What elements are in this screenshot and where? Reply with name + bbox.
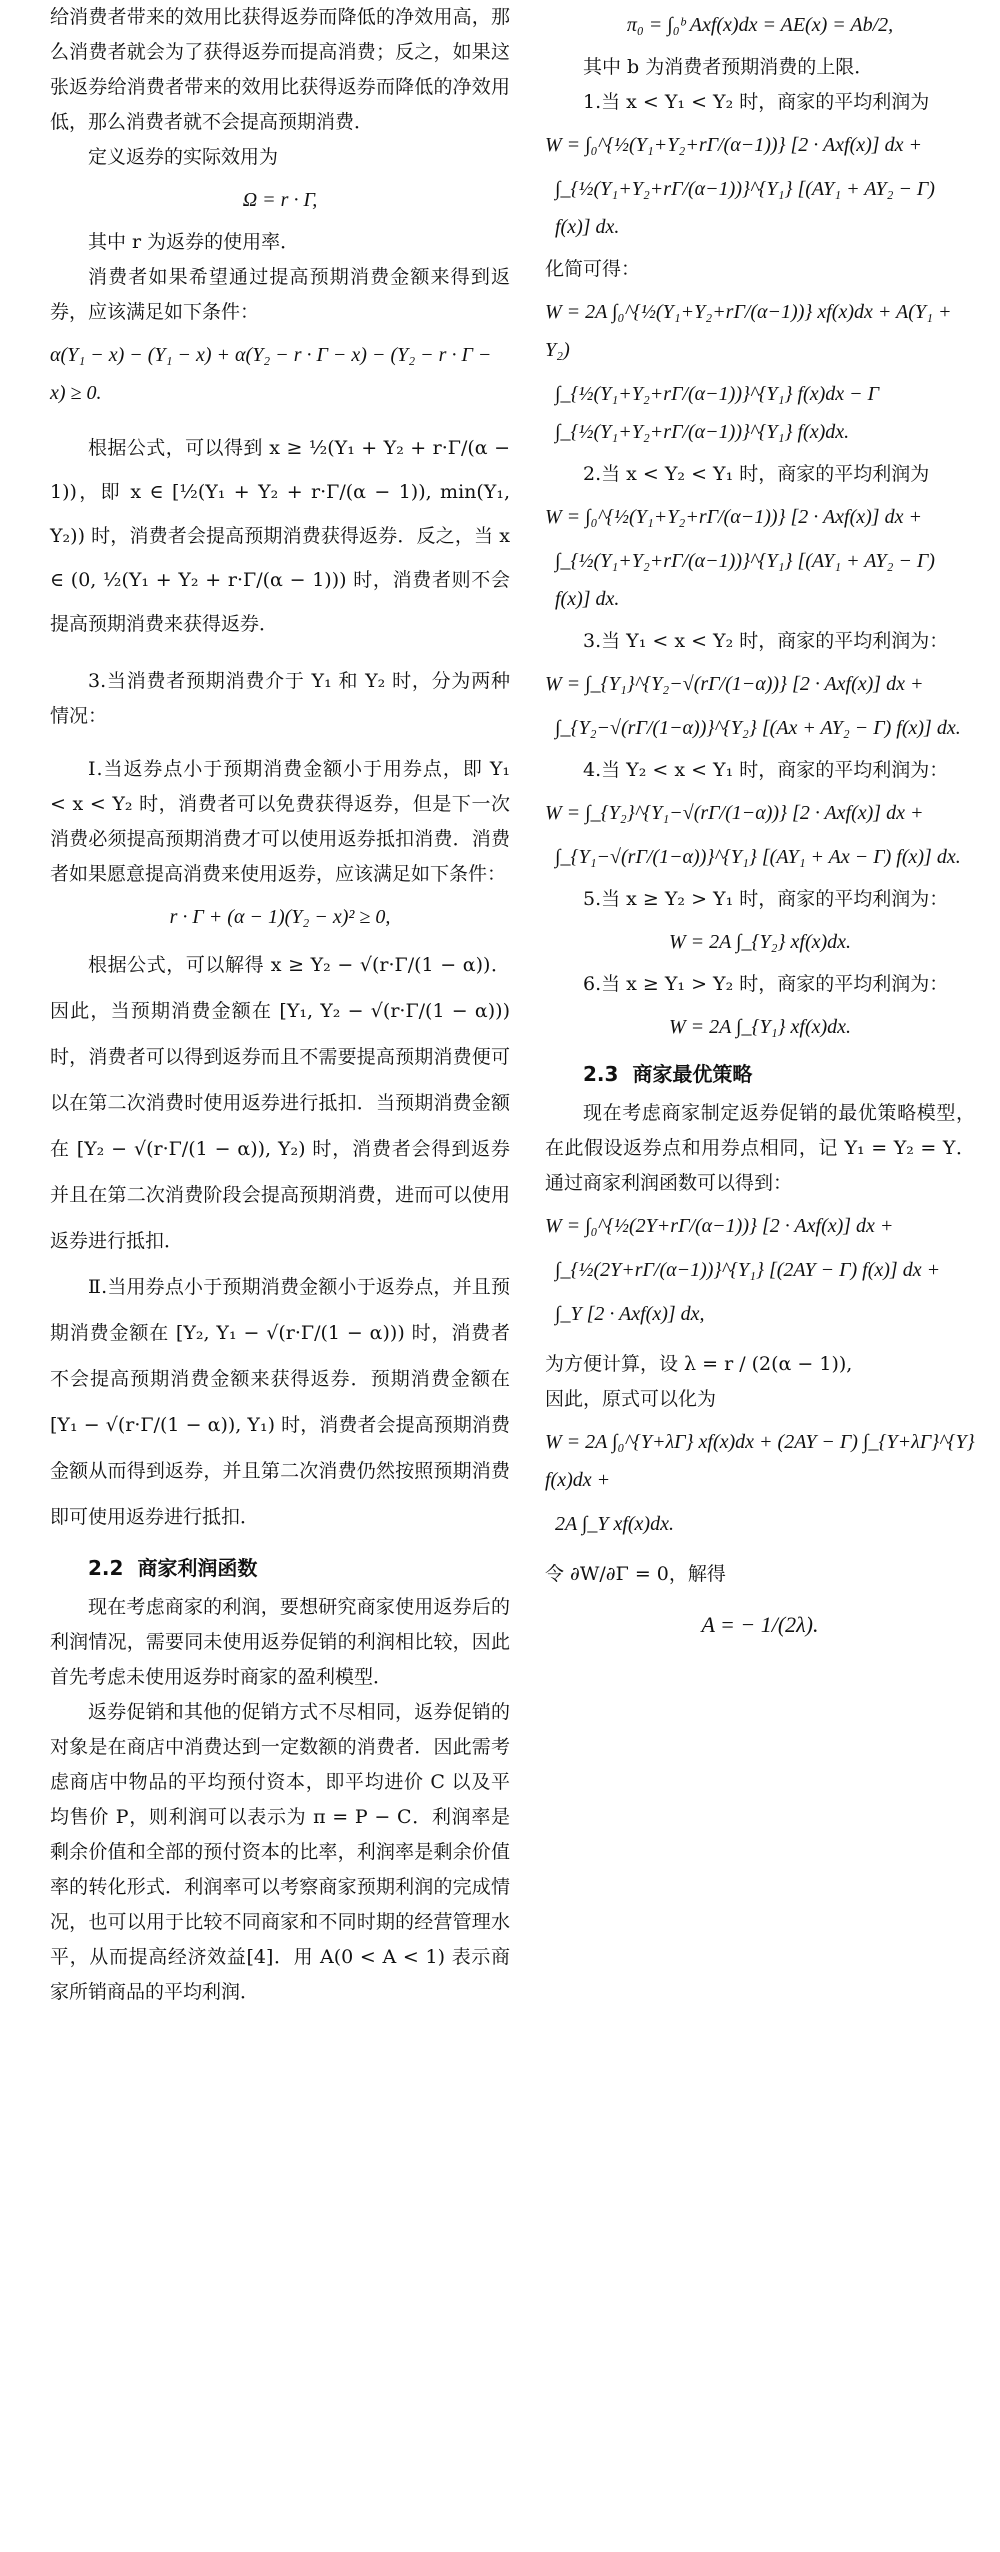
equation-condition-1: α(Y₁ − x) − (Y₁ − x) + α(Y₂ − r · Γ − x) − (Y₂ − r · Γ − x) ≥ 0.	[50, 344, 492, 404]
paragraph: 3.当消费者预期消费介于 Y₁ 和 Y₂ 时，分为两种情况：	[50, 670, 510, 727]
equation-opt-line3: ∫_Y [2 · Axf(x)] dx,	[555, 1303, 705, 1325]
equation-rewritten-line2: 2A ∫_Y xf(x)dx.	[555, 1513, 674, 1535]
equation-case1-line2: ∫_{½(Y₁+Y₂+rΓ/(α−1))}^{Y₁} [(AY₁ + AY₂ − Γ) f(x)] dx.	[555, 178, 935, 238]
paragraph: 给消费者带来的效用比获得返券而降低的净效用高，那么消费者就会为了获得返券而提高消费；反之，如果这张返券给消费者带来的效用比获得返券而降低的净效用低，那么消费者就不会提高预期消费．	[50, 6, 510, 133]
section-number: 2.2	[88, 1556, 124, 1580]
equation-rewritten-line1: W = 2A ∫₀^{Y+λΓ} xf(x)dx + (2AY − Γ) ∫_{Y+λΓ}^{Y} f(x)dx +	[545, 1431, 975, 1491]
equation-pi0: π₀ = ∫₀ᵇ Axf(x)dx = AE(x) = Ab/2,	[626, 14, 894, 36]
equation-case6: W = 2A ∫_{Y₁} xf(x)dx.	[668, 1016, 852, 1038]
paragraph: 化简可得：	[545, 258, 641, 280]
paragraph: 令 ∂W/∂Γ = 0，解得	[545, 1563, 726, 1585]
case-heading: 6.当 x ≥ Y₁ > Y₂ 时，商家的平均利润为：	[583, 973, 949, 995]
paragraph: 现在考虑商家的利润，要想研究商家使用返券后的利润情况，需要同未使用返券促销的利润相比较，因此首先考虑未使用返券时商家的盈利模型．	[50, 1596, 510, 1688]
equation-case1-line1: W = ∫₀^{½(Y₁+Y₂+rΓ/(α−1))} [2 · Axf(x)] dx +	[545, 134, 922, 156]
case-heading: 2.当 x < Y₂ < Y₁ 时，商家的平均利润为	[583, 463, 930, 485]
paragraph: 根据公式，可以得到 x ≥ ½(Y₁ + Y₂ + r·Γ/(α − 1))，即 x ∈ [½(Y₁ + Y₂ + r·Γ/(α − 1)), min(Y₁, Y₂)) 时，消费者会提高预期消费获得返券．反之，当 x ∈ (0, ½(Y₁ + Y₂ + r·Γ/(α − 1))) 时，消费者则不会提高预期消费来获得返券．	[50, 437, 510, 635]
section-number: 2.3	[583, 1062, 619, 1086]
paragraph: 根据公式，可以解得 x ≥ Y₂ − √(r·Γ/(1 − α))．因此，当预期消费金额在 [Y₁, Y₂ − √(r·Γ/(1 − α))) 时，消费者可以得到返券而且不需要提高预期消费便可以在第二次消费时使用返券进行抵扣．当预期消费金额在 [Y₂ − √(r·Γ/(1 − α)), Y₂) 时，消费者会得到返券并且在第二次消费阶段会提高预期消费，进而可以使用返券进行抵扣．	[50, 954, 510, 1252]
equation-case1-simplified-2: ∫_{½(Y₁+Y₂+rΓ/(α−1))}^{Y₁} f(x)dx − Γ ∫_{½(Y₁+Y₂+rΓ/(α−1))}^{Y₁} f(x)dx.	[555, 383, 879, 443]
paragraph: 现在考虑商家制定返券促销的最优策略模型，在此假设返券点和用券点相同，记 Y₁ = Y₂ = Y．通过商家利润函数可以得到：	[545, 1102, 975, 1194]
section-heading	[583, 1054, 975, 1094]
equation-case3-line2: ∫_{Y₂−√(rΓ/(1−α))}^{Y₂} [(Ax + AY₂ − Γ) f(x)] dx.	[555, 717, 961, 739]
paragraph: 消费者如果希望通过提高预期消费金额来得到返券，应该满足如下条件：	[50, 266, 510, 323]
equation-case5: W = 2A ∫_{Y₂} xf(x)dx.	[668, 931, 852, 953]
case-heading: 4.当 Y₂ < x < Y₁ 时，商家的平均利润为：	[583, 759, 949, 781]
equation-case3-line1: W = ∫_{Y₁}^{Y₂−√(rΓ/(1−α))} [2 · Axf(x)] dx +	[545, 673, 924, 695]
paragraph: 定义返券的实际效用为	[88, 146, 279, 168]
equation-final: A = − 1/(2λ).	[701, 1612, 819, 1637]
equation-opt-line2: ∫_{½(2Y+rΓ/(α−1))}^{Y₁} [(2AY − Γ) f(x)] dx +	[555, 1259, 941, 1281]
section-title: 商家最优策略	[632, 1062, 753, 1086]
equation-case4-line1: W = ∫_{Y₂}^{Y₁−√(rΓ/(1−α))} [2 · Axf(x)] dx +	[545, 802, 924, 824]
paragraph: Ⅱ.当用券点小于预期消费金额小于返券点，并且预期消费金额在 [Y₂, Y₁ − √(r·Γ/(1 − α))) 时，消费者不会提高预期消费金额来获得返券．预期消费金额在 [Y₁ − √(r·Γ/(1 − α)), Y₁) 时，消费者会提高预期消费金额从而得到返券，并且第二次消费仍然按照预期消费即可使用返券进行抵扣．	[50, 1276, 510, 1528]
section-heading	[88, 1548, 510, 1588]
case-heading: 1.当 x < Y₁ < Y₂ 时，商家的平均利润为	[583, 91, 930, 113]
equation-omega: Ω = r · Γ,	[242, 189, 318, 211]
left-column	[50, 0, 510, 2010]
equation-case4-line2: ∫_{Y₁−√(rΓ/(1−α))}^{Y₁} [(AY₁ + Ax − Γ) f(x)] dx.	[555, 846, 961, 868]
equation-case2-line2: ∫_{½(Y₁+Y₂+rΓ/(α−1))}^{Y₁} [(AY₁ + AY₂ − Γ) f(x)] dx.	[555, 550, 935, 610]
equation-condition-2: r · Γ + (α − 1)(Y₂ − x)² ≥ 0,	[169, 906, 391, 928]
paragraph: Ⅰ.当返券点小于预期消费金额小于用券点，即 Y₁ < x < Y₂ 时，消费者可以免费获得返券，但是下一次消费必须提高预期消费才可以使用返券抵扣消费．消费者如果愿意提高消费来使用返券，应该满足如下条件：	[50, 758, 510, 885]
paragraph: 其中 r 为返券的使用率．	[88, 231, 300, 253]
paragraph: 因此，原式可以化为	[545, 1388, 717, 1410]
case-heading: 5.当 x ≥ Y₂ > Y₁ 时，商家的平均利润为：	[583, 888, 949, 910]
paragraph: 返券促销和其他的促销方式不尽相同，返券促销的对象是在商店中消费达到一定数额的消费者．因此需考虑商店中物品的平均预付资本，即平均进价 C 以及平均售价 P，则利润可以表示为 π = P − C．利润率是剩余价值和全部的预付资本的比率，利润率是剩余价值率的转化形式．利润率可以考察商家预期利润的完成情况，也可以用于比较不同商家和不同时期的经营管理水平，从而提高经济效益[4]．用 A(0 < A < 1) 表示商家所销商品的平均利润．	[50, 1701, 510, 2003]
case-heading: 3.当 Y₁ < x < Y₂ 时，商家的平均利润为：	[583, 630, 949, 652]
right-column	[545, 0, 975, 1650]
equation-case1-simplified-1: W = 2A ∫₀^{½(Y₁+Y₂+rΓ/(α−1))} xf(x)dx + A(Y₁ + Y₂)	[545, 301, 952, 361]
equation-case2-line1: W = ∫₀^{½(Y₁+Y₂+rΓ/(α−1))} [2 · Axf(x)] dx +	[545, 506, 922, 528]
paragraph: 其中 b 为消费者预期消费的上限．	[583, 56, 874, 78]
paragraph: 为方便计算，设 λ = r / (2(α − 1)),	[545, 1353, 853, 1375]
equation-opt-line1: W = ∫₀^{½(2Y+rΓ/(α−1))} [2 · Axf(x)] dx +	[545, 1215, 894, 1237]
section-title: 商家利润函数	[137, 1556, 258, 1580]
